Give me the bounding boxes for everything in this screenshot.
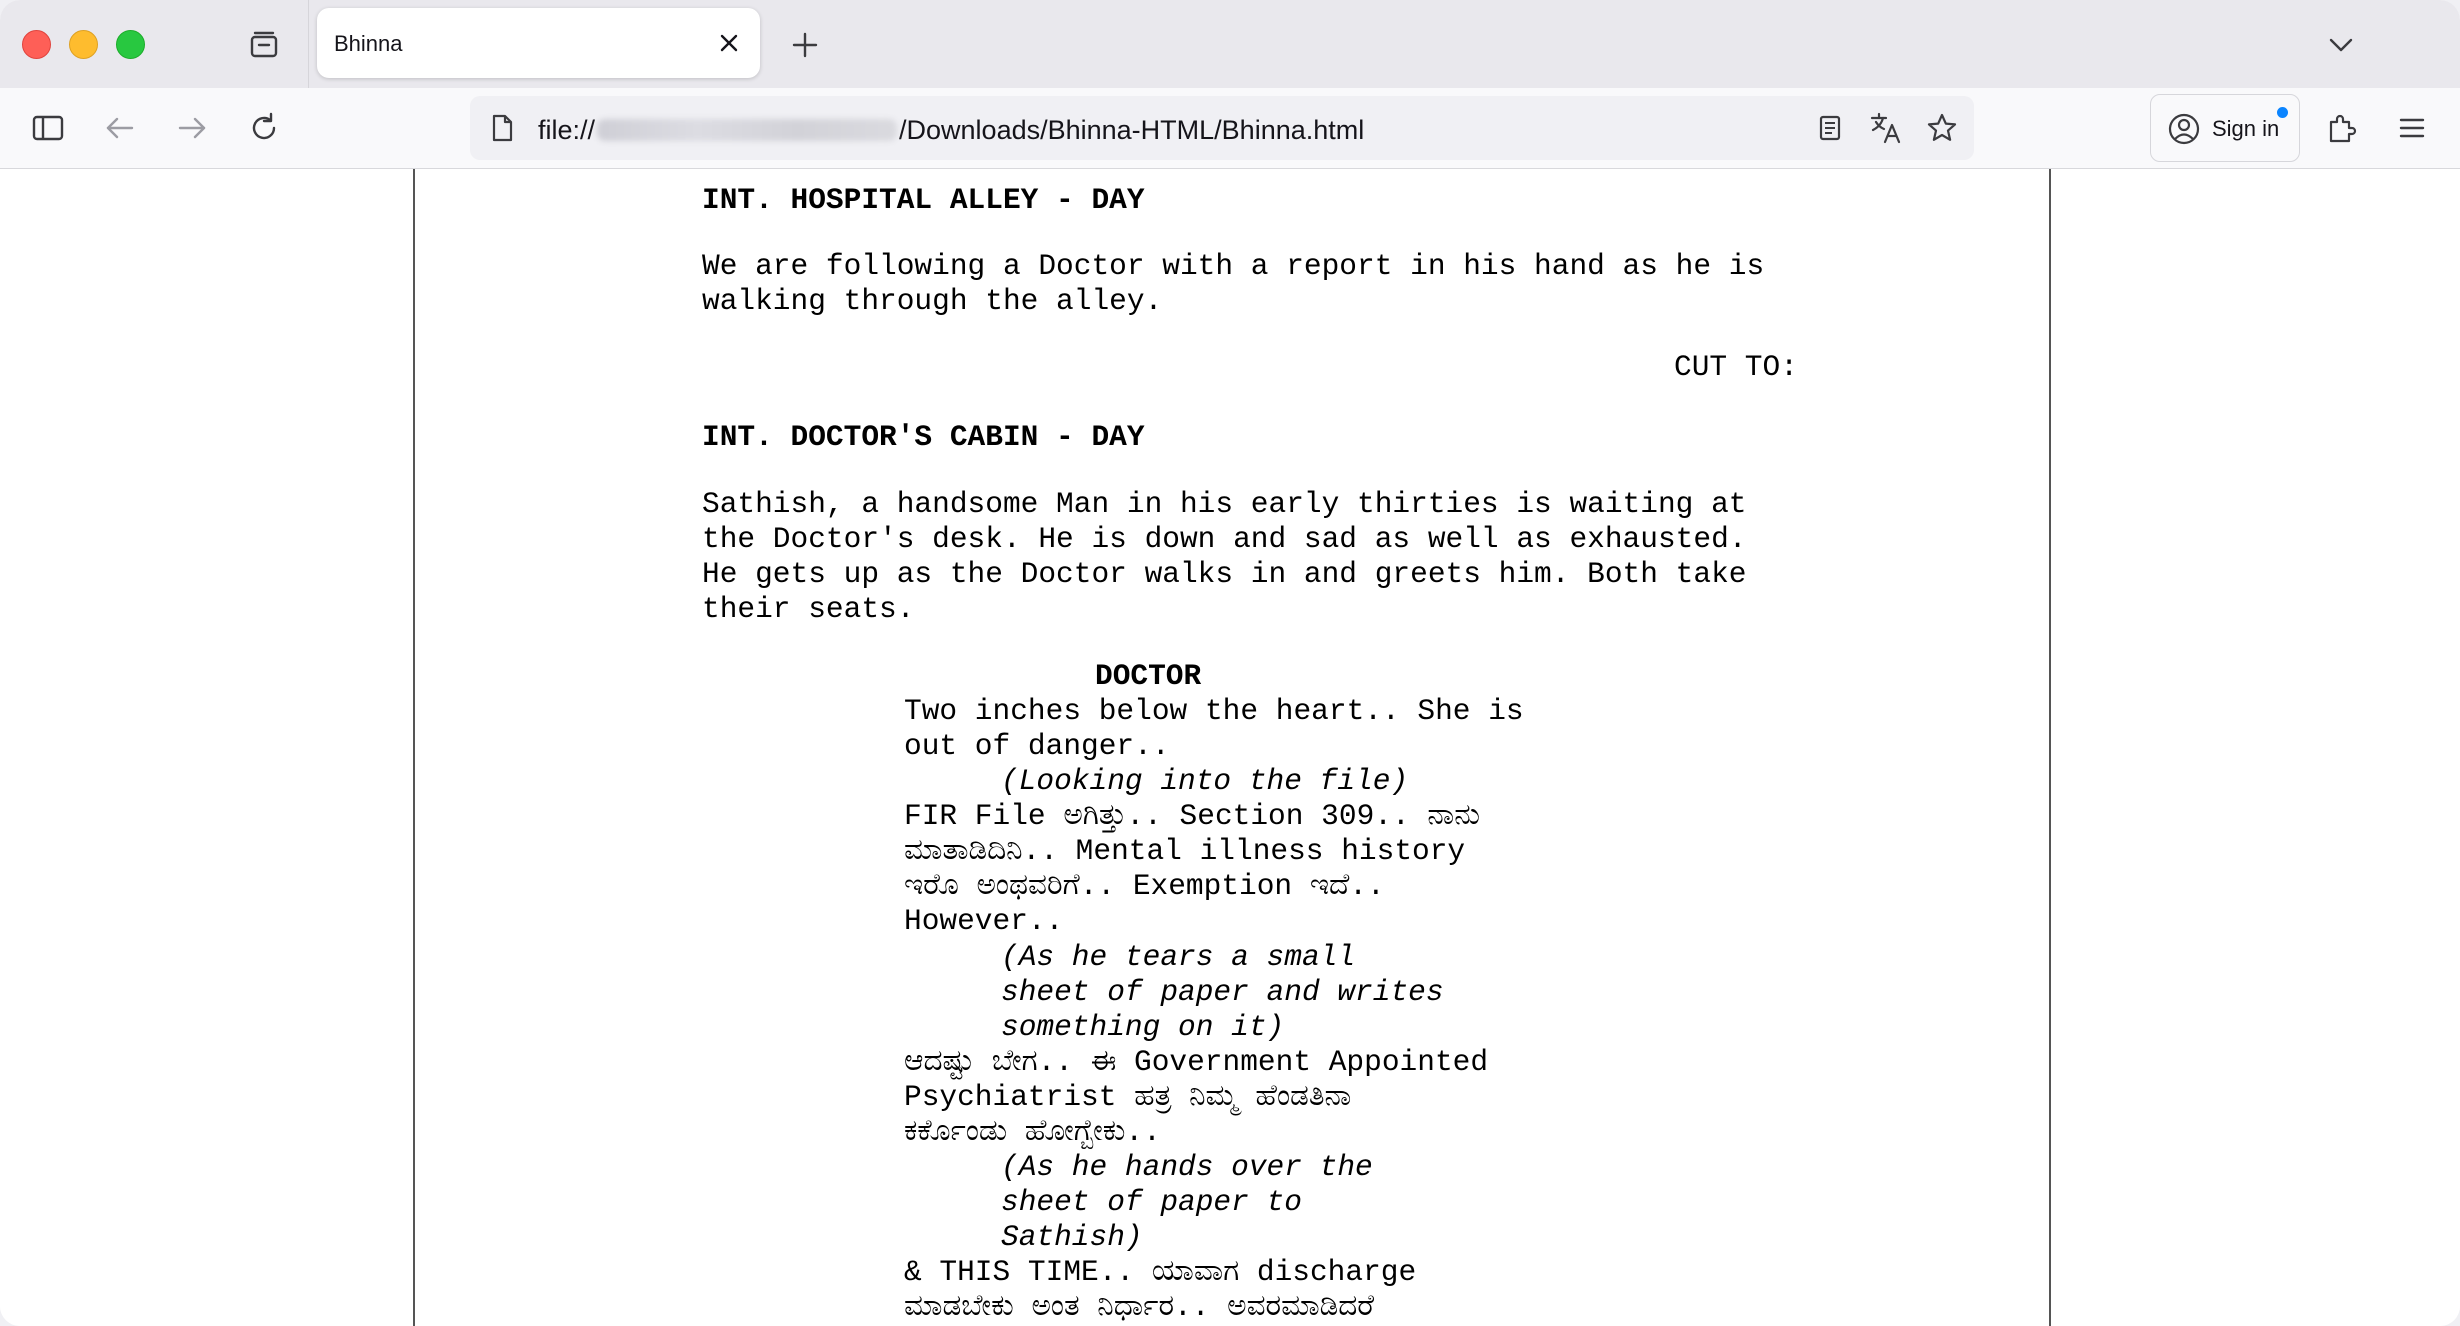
tab-list-icon: [247, 28, 281, 62]
tab-strip: [0, 0, 2460, 88]
puzzle-piece-icon: [2325, 111, 2359, 145]
hamburger-menu-icon: [2397, 113, 2427, 143]
parenthetical: sheet of paper and writes: [1001, 975, 1444, 1009]
translate-button[interactable]: [1868, 110, 1904, 146]
plus-icon: [791, 31, 819, 59]
list-all-tabs-button[interactable]: [2318, 22, 2364, 68]
page-icon: [486, 112, 518, 144]
url-prefix: file://: [538, 114, 596, 145]
dialogue-line: ಕರ್ಕೊಂಡು ಹೋಗ್ಬೇಕು..: [904, 1115, 1161, 1149]
dialogue-line: FIR File ಅಗಿತ್ತು.. Section 309.. ನಾನು: [904, 799, 1480, 833]
sign-in-button[interactable]: [2150, 94, 2300, 162]
bookmark-button[interactable]: [1924, 110, 1960, 146]
close-window-button[interactable]: [22, 30, 51, 59]
reader-view-button[interactable]: [1812, 110, 1848, 146]
new-tab-button[interactable]: [782, 22, 828, 68]
arrow-right-icon: [175, 111, 209, 145]
scene-heading: INT. HOSPITAL ALLEY - DAY: [702, 183, 1145, 217]
parenthetical: (Looking into the file): [1001, 764, 1409, 798]
action-line: their seats.: [702, 592, 915, 626]
url-path: /Downloads/Bhinna-HTML/Bhinna.html: [899, 114, 1365, 145]
parenthetical: (As he hands over the: [1001, 1150, 1373, 1184]
dialogue-line: ಮಾಡಬೇಕು ಅಂತ ನಿರ್ಧಾರ.. ಅವರಮಾಡಿದರೆ: [904, 1290, 1375, 1324]
address-bar[interactable]: [470, 96, 1974, 160]
tab-close-button[interactable]: [712, 26, 746, 60]
extensions-button[interactable]: [2318, 104, 2366, 152]
close-icon: [719, 33, 739, 53]
action-line: Sathish, a handsome Man in his early thirties is waiting at: [702, 487, 1747, 521]
parenthetical: something on it): [1001, 1010, 1285, 1044]
parenthetical: (As he tears a small: [1001, 940, 1356, 974]
tab-title: Bhinna: [334, 31, 403, 56]
translate-icon: [1869, 111, 1903, 145]
reload-button[interactable]: [240, 104, 288, 152]
navigation-toolbar: [0, 88, 2460, 169]
action-line: the Doctor's desk. He is down and sad as well as exhausted.: [702, 522, 1747, 556]
sidebar-toggle-button[interactable]: [24, 104, 72, 152]
dialogue-line: Psychiatrist ಹತ್ರ ನಿಮ್ಮ ಹೆಂಡತಿನಾ: [904, 1080, 1352, 1114]
page-content: [0, 169, 2460, 1326]
action-line: We are following a Doctor with a report in his hand as he is: [702, 249, 1765, 283]
action-line: He gets up as the Doctor walks in and greets him. Both take: [702, 557, 1747, 591]
tab-strip-divider: [308, 0, 309, 88]
redacted-url-segment: [597, 119, 897, 141]
dialogue-line: However..: [904, 904, 1064, 938]
dialogue-line: Two inches below the heart.. She is: [904, 694, 1524, 728]
reload-icon: [247, 111, 281, 145]
dialogue-line: out of danger..: [904, 729, 1170, 763]
dialogue-line: ಮಾತಾಡಿದಿನಿ.. Mental illness history: [904, 834, 1466, 868]
dialogue-line: & THIS TIME.. ಯಾವಾಗ discharge: [904, 1255, 1417, 1289]
tab-groups-button[interactable]: [236, 22, 292, 68]
arrow-left-icon: [103, 111, 137, 145]
tab-bhinna[interactable]: [317, 8, 760, 78]
transition: CUT TO:: [1674, 350, 1798, 384]
forward-button[interactable]: [168, 104, 216, 152]
sidebar-icon: [31, 111, 65, 145]
minimize-window-button[interactable]: [69, 30, 98, 59]
reader-view-icon: [1815, 113, 1845, 143]
sign-in-label: Sign in: [2212, 116, 2280, 141]
notification-dot: [2277, 107, 2288, 118]
zoom-window-button[interactable]: [116, 30, 145, 59]
dialogue-line: ಇರೊ ಅಂಥವರಿಗೆ.. Exemption ಇದೆ..: [904, 869, 1385, 903]
back-button[interactable]: [96, 104, 144, 152]
url-text[interactable]: [538, 114, 1364, 146]
screenplay-page: [413, 169, 2051, 1326]
account-icon: [2167, 112, 2201, 146]
star-icon: [1926, 112, 1958, 144]
chevron-down-icon: [2327, 31, 2355, 59]
character-name: DOCTOR: [1095, 659, 1202, 693]
scene-heading: INT. DOCTOR'S CABIN - DAY: [702, 420, 1145, 454]
dialogue-line: ಆದಷ್ಟು ಬೇಗ.. ಈ Government Appointed: [904, 1045, 1489, 1079]
parenthetical: sheet of paper to: [1001, 1185, 1302, 1219]
application-menu-button[interactable]: [2388, 104, 2436, 152]
action-line: walking through the alley.: [702, 284, 1163, 318]
parenthetical: Sathish): [1001, 1220, 1143, 1254]
